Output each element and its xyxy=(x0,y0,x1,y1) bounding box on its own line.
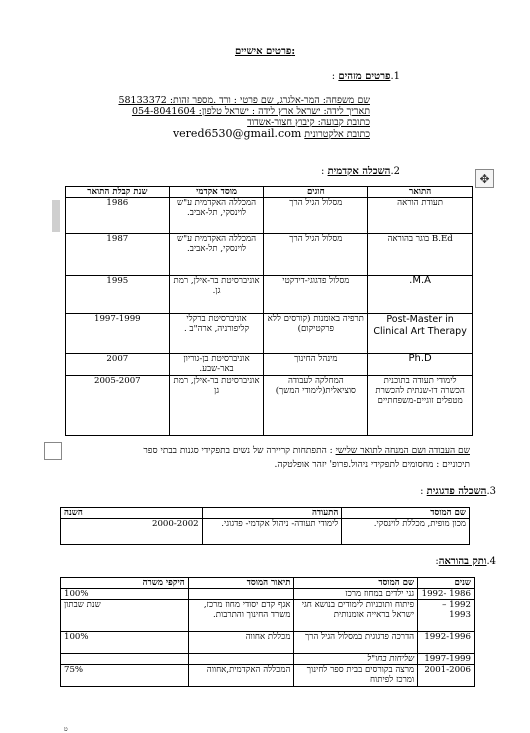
academic-table xyxy=(65,186,473,436)
header-institution: מוסד אקדמי xyxy=(169,187,264,198)
section4-number: 4. xyxy=(486,556,496,567)
header-certificate: התעודה xyxy=(202,508,342,519)
table-cell: B.Ed בוגר בהוראה xyxy=(368,234,473,276)
table-cell: 100% xyxy=(61,632,189,654)
table-header-row xyxy=(61,508,470,519)
table-resize-box[interactable] xyxy=(44,442,62,460)
page-title: פרטים אישיים: xyxy=(234,46,296,57)
section2-number: 2. xyxy=(390,166,400,177)
header-job-scope: היקפי משרה xyxy=(61,578,189,589)
table-row xyxy=(66,234,473,276)
table-row xyxy=(61,665,475,687)
table-row xyxy=(61,519,470,545)
table-cell: אוניברסיטת בר-אילן, רמת גן xyxy=(169,376,264,436)
table-cell: Ph.D xyxy=(368,354,473,376)
table-cell: מסלול פדגוגי-דידקטי xyxy=(264,276,368,314)
table-cell: 1992-1996 xyxy=(418,632,475,654)
thesis-note-line-1 xyxy=(143,446,470,457)
table-cell xyxy=(188,589,294,600)
table-header-row xyxy=(66,187,473,198)
email-address: vered6530@gmail.com xyxy=(172,127,302,140)
thesis-note-lead: שם העבודה ושם המנחה לתואר שלישי xyxy=(335,446,470,456)
table-cell: המכללה האקדמית ע"ש לוינסקי, תל-אביב. xyxy=(169,234,264,276)
table-cell: תרפיה באומנות (קורסים ללא פרקטיקום) xyxy=(264,314,368,354)
table-cell: 1997-1999 xyxy=(418,654,475,665)
table-cell: המכללה האקדמית,אחווה xyxy=(188,665,294,687)
personal-line-1: שם משפחה: המר-אלגרג, שם פרטי : ורד .מספר זהות: 58133372 xyxy=(118,95,370,106)
table-cell: אוניברסיטת בר-אילן, רמת גן. xyxy=(169,276,264,314)
header-year: שנת קבלת התואר xyxy=(66,187,170,198)
table-cell: 1995 xyxy=(66,276,170,314)
table-cell: אוניברסיטת בן-גוריון באר-שבע. xyxy=(169,354,264,376)
section4-label: ותק בהוראה xyxy=(438,556,487,567)
section1-heading xyxy=(332,71,400,82)
table-cell: M.A. xyxy=(368,276,473,314)
table-cell: 2005-2007 xyxy=(66,376,170,436)
section3-number: 3. xyxy=(486,486,496,497)
header-institution: שם המוסד xyxy=(294,578,418,589)
table-cell: הדרכה פדגוגית במסלול הגיל הרך xyxy=(294,632,418,654)
selection-bar xyxy=(52,200,60,232)
table-cell: לימודי תעודה בתוכנית הכשרה דו-שנתית להכשרת מטפלים זוגיים-משפחתיים xyxy=(368,376,473,436)
page-footnote: ט xyxy=(64,726,68,733)
table-cell: 1987 xyxy=(66,234,170,276)
pedagogic-table xyxy=(60,507,470,545)
teaching-table xyxy=(60,577,475,687)
table-cell: 75% xyxy=(61,665,189,687)
table-cell: המכללה האקדמית ע"ש לוינסקי, תל-אביב. xyxy=(169,198,264,234)
section3-colon: : xyxy=(420,486,427,497)
section1-label: פרטים מזהים xyxy=(338,71,391,82)
table-cell: 2000-2002 xyxy=(61,519,203,545)
table-cell: Post-Master in Clinical Art Therapy xyxy=(368,314,473,354)
table-cell: שליחות בחו"ל xyxy=(294,654,418,665)
table-row xyxy=(66,314,473,354)
table-cell: 2007 xyxy=(66,354,170,376)
header-description: תיאור המוסד xyxy=(188,578,294,589)
section1-number: 1. xyxy=(390,71,400,82)
table-cell: מרצה בקורסים בבית ספר לחינוך ומרכז לפיתוח xyxy=(294,665,418,687)
header-years: שנים xyxy=(418,578,475,589)
move-arrows-icon[interactable]: ✥ xyxy=(475,169,494,188)
table-row xyxy=(61,632,475,654)
table-row xyxy=(66,276,473,314)
personal-line-3: כתובת קבועה: קיבוץ חצור-אשדוד xyxy=(247,117,370,128)
table-cell: 1992 –1993 xyxy=(418,600,475,632)
table-cell xyxy=(188,654,294,665)
section2-heading xyxy=(321,166,400,177)
section1-colon: : xyxy=(331,71,339,82)
header-year: השנה xyxy=(61,508,203,519)
header-institution: שם המוסד xyxy=(342,508,470,519)
section2-label: השכלה אקדמית xyxy=(327,166,391,177)
section4-heading xyxy=(435,556,496,567)
table-cell: מסלול הגיל הרך xyxy=(264,234,368,276)
header-degree: התואר xyxy=(368,187,473,198)
section4-colon: : xyxy=(435,556,439,567)
table-row xyxy=(61,589,475,600)
table-cell: 1986 xyxy=(66,198,170,234)
table-cell: 100% xyxy=(61,589,189,600)
table-cell: המחלקה לעבודה סוציאלית(לימודי המשך) xyxy=(264,376,368,436)
header-departments: חוגים xyxy=(264,187,368,198)
table-cell: מסלול הגיל הרך xyxy=(264,198,368,234)
table-cell: שנת שבתון xyxy=(61,600,189,632)
table-cell: לימודי תעודה- ניהול אקדמי- פדגוגי. xyxy=(202,519,342,545)
email-label: כתובת אלקטרונית xyxy=(304,129,370,140)
thesis-note-line-2: תיכוניים : מחסומים לתפקידי ניהול.פרופ' יזהר אופלטקה. xyxy=(274,460,470,470)
table-cell: 1997-1999 xyxy=(66,314,170,354)
section3-label: השכלה פדגוגית xyxy=(426,486,487,497)
table-cell: מינהל החינוך xyxy=(264,354,368,376)
personal-line-4 xyxy=(173,128,370,140)
table-cell: מכללת אחווה xyxy=(188,632,294,654)
table-row xyxy=(61,600,475,632)
table-cell xyxy=(61,654,189,665)
table-row xyxy=(66,354,473,376)
table-header-row xyxy=(61,578,475,589)
table-cell: 1986 -1992 xyxy=(418,589,475,600)
section3-heading xyxy=(420,486,496,497)
table-cell: אגף קדם יסודי מחוז מרכז, משרד החינוך והתרבות. xyxy=(188,600,294,632)
table-cell: פיתוח ותוכניות לימודים בנושא חגי ישראל בראייה אומנותית xyxy=(294,600,418,632)
personal-line-2: תאריך לידה: ישראל ארץ לידה : ישראל טלפון: 054-8041604 xyxy=(131,106,370,117)
table-cell: 2001-2006 xyxy=(418,665,475,687)
section2-colon: : xyxy=(321,166,328,177)
table-cell: תעודת הוראה xyxy=(368,198,473,234)
table-cell: גני ילדים במחוז מרכז xyxy=(294,589,418,600)
table-row xyxy=(61,654,475,665)
table-row xyxy=(66,376,473,436)
table-cell: מכון מופית, מכללת לוינסקי. xyxy=(342,519,470,545)
table-row xyxy=(66,198,473,234)
table-cell: אוניברסיטת ברקלי קליפורניה, ארה"ב . xyxy=(169,314,264,354)
thesis-note-text: : התפתחות קריירה של נשים בתפקידי סגנות בבתי ספר xyxy=(143,446,336,456)
